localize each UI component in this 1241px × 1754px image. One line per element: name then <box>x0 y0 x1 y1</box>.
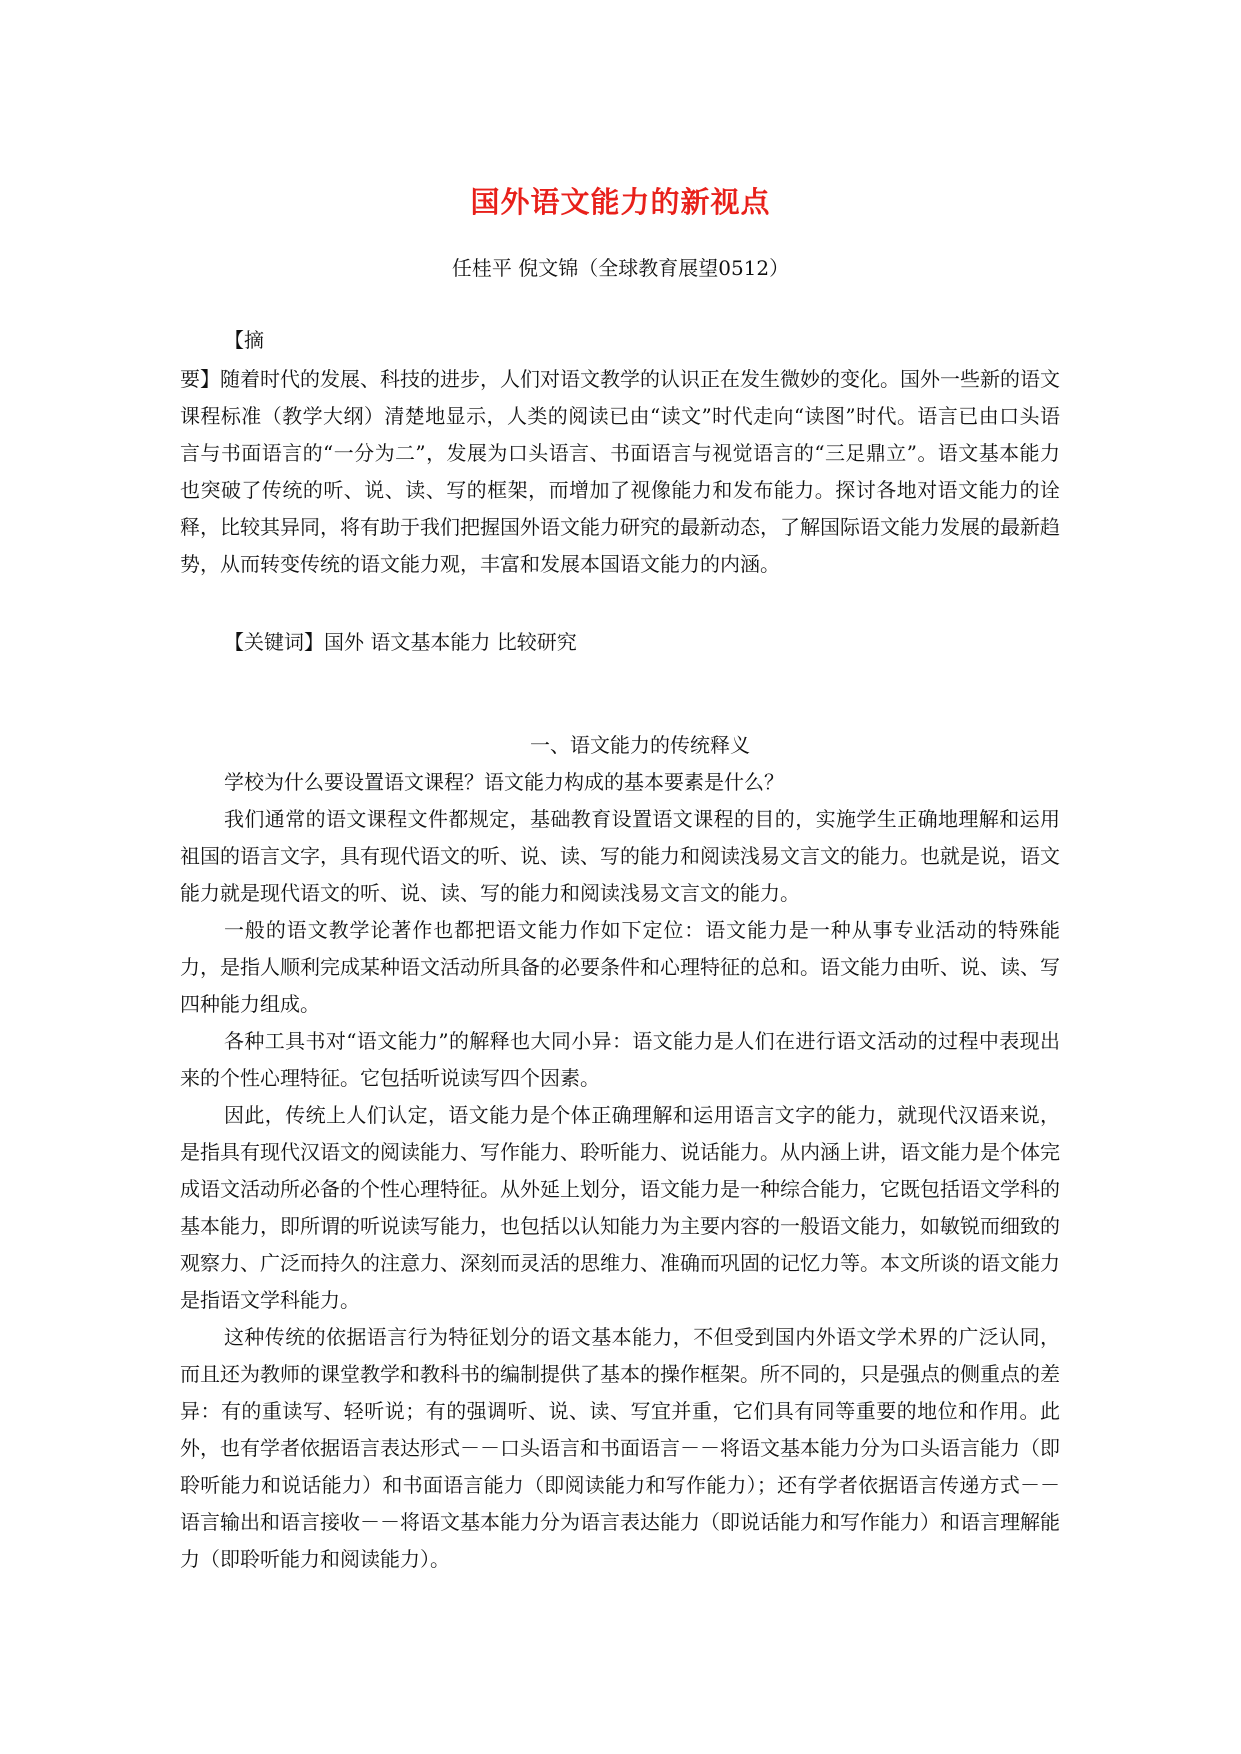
abstract-heading <box>180 322 1060 359</box>
document-title: 国外语文能力的新视点 <box>470 185 771 219</box>
keywords-line <box>180 624 1060 661</box>
paragraph: 各种工具书对“语文能力”的解释也大同小异：语文能力是人们在进行语文活动的过程中表现出来的个性心理特征。它包括听说读写四个因素。 <box>180 1029 1060 1090</box>
paragraph: 因此，传统上人们认定，语文能力是个体正确理解和运用语言文字的能力，就现代汉语来说，是指具有现代汉语文的阅读能力、写作能力、聆听能力、说话能力。从内涵上讲，语文能力是个体完成语文活动所必备的个性心理特征。从外延上划分，语文能力是一种综合能力，它既包括语文学科的基本能力，即所谓的听说读写能力，也包括以认知能力为主要内容的一般语文能力，如敏锐而细致的观察力、广泛而持久的注意力、深刻而灵活的思维力、准确而巩固的记忆力等。本文所谈的语文能力是指语文学科能力。 <box>180 1103 1060 1312</box>
paragraph: 我们通常的语文课程文件都规定，基础教育设置语文课程的目的，实施学生正确地理解和运用祖国的语言文字，具有现代语文的听、说、读、写的能力和阅读浅易文言文的能力。也就是说，语文能力就是现代语文的听、说、读、写的能力和阅读浅易文言文的能力。 <box>180 807 1060 905</box>
section-title: 一、语文能力的传统释义 <box>530 733 750 757</box>
paragraph: 这种传统的依据语言行为特征划分的语文基本能力，不但受到国内外语文学术界的广泛认同，而且还为教师的课堂教学和教科书的编制提供了基本的操作框架。所不同的，只是强点的侧重点的差异：有的重读写、轻听说；有的强调听、说、读、写宜并重，它们具有同等重要的地位和作用。此外，也有学者依据语言表达形式－－口头语言和书面语言－－将语文基本能力分为口头语言能力（即聆听能力和说话能力）和书面语言能力（即阅读能力和写作能力）；还有学者依据语言传递方式－－语言输出和语言接收－－将语文基本能力分为语言表达能力（即说话能力和写作能力）和语言理解能力（即聆听能力和阅读能力）。 <box>180 1325 1060 1571</box>
keywords-text: 【关键词】国外 语文基本能力 比较研究 <box>224 630 577 654</box>
section-one <box>180 727 1060 1578</box>
author-byline: 任桂平 倪文锦（全球教育展望0512） <box>451 256 790 280</box>
paragraph: 一般的语文教学论著作也都把语文能力作如下定位：语文能力是一种从事专业活动的特殊能力，是指人顺利完成某种语文活动所具备的必要条件和心理特征的总和。语文能力由听、说、读、写四种能力组成。 <box>180 918 1060 1016</box>
abstract-text: 要】随着时代的发展、科技的进步，人们对语文教学的认识正在发生微妙的变化。国外一些新的语文课程标准（教学大纲）清楚地显示，人类的阅读已由“读文”时代走向“读图”时代。语言已由口头语言与书面语言的“一分为二”，发展为口头语言、书面语言与视觉语言的“三足鼎立”。语文基本能力也突破了传统的听、说、读、写的框架，而增加了视像能力和发布能力。探讨各地对语文能力的诠释，比较其异同，将有助于我们把握国外语文能力研究的最新动态，了解国际语文能力发展的最新趋势，从而转变传统的语文能力观，丰富和发展本国语文能力的内涵。 <box>180 367 1060 576</box>
abstract-heading-text: 【摘 <box>224 328 264 352</box>
paragraph: 学校为什么要设置语文课程？语文能力构成的基本要素是什么？ <box>224 770 784 794</box>
abstract-body <box>180 361 1060 583</box>
